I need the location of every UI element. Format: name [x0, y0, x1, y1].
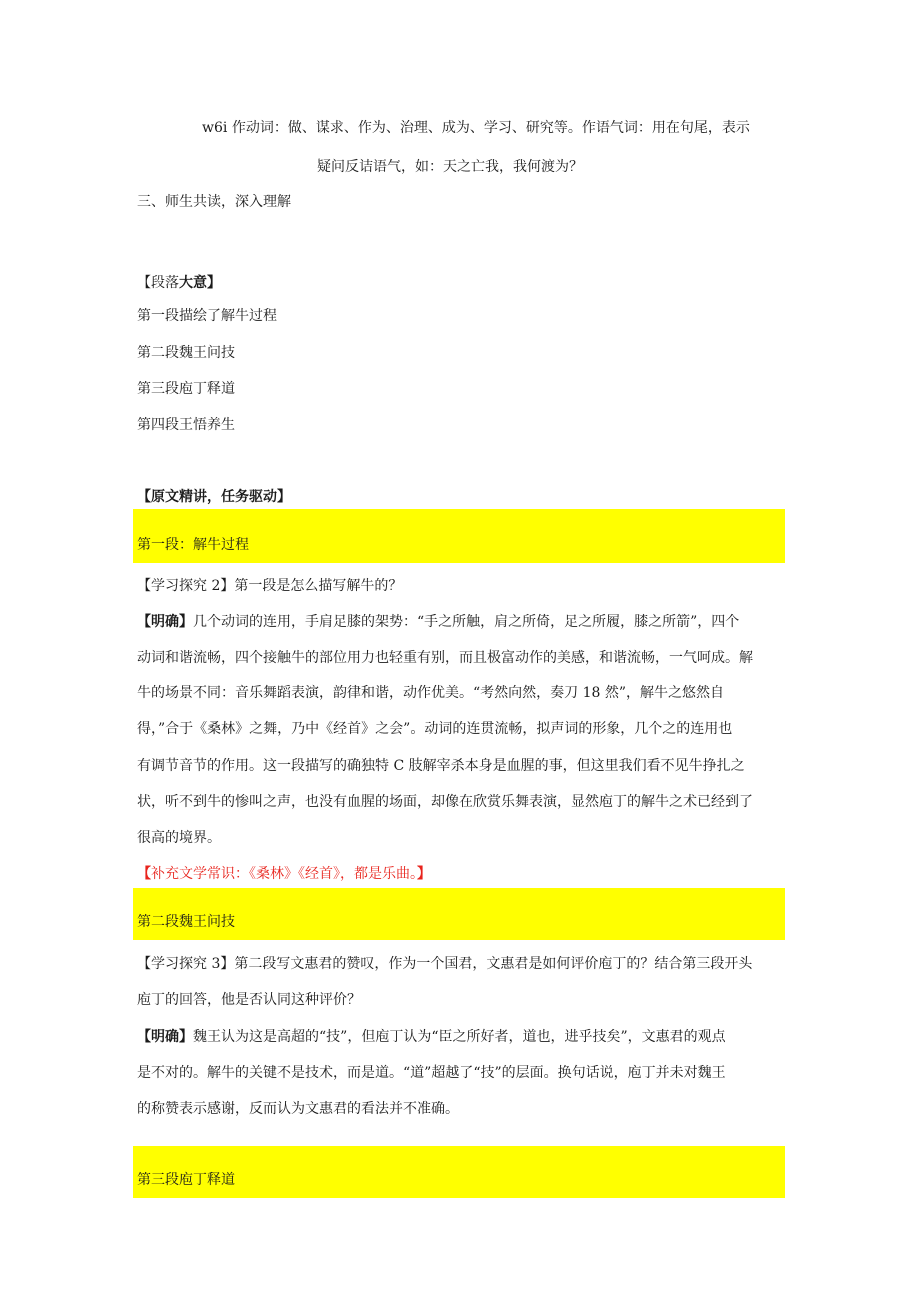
para3-banner-text: 第三段庖丁释道 — [137, 1172, 235, 1188]
para1-answer-line-2: 动词和谐流畅，四个接触牛的部位用力也轻重有别，而且极富动作的美感，和谐流畅，一气呵成。解 — [137, 650, 753, 666]
para2-banner-text: 第二段魏王问技 — [137, 914, 235, 930]
para2-banner — [133, 888, 785, 940]
heading-part-b: 大意】 — [179, 275, 221, 291]
para2-question-label: 【学习探究 3】 — [137, 956, 235, 972]
close-reading-heading: 【原文精讲，任务驱动】 — [137, 489, 291, 505]
para3-banner — [133, 1146, 785, 1198]
intro-line-1: w6i 作动词：做、谋求、作为、治理、成为、学习、研究等。作语气词：用在句尾，表示 — [202, 120, 750, 136]
intro-line-2: 疑问反诘语气，如：天之亡我，我何渡为？ — [317, 159, 583, 175]
heading-part-a: 【段落 — [137, 275, 179, 291]
para1-answer-line-3: 牛的场景不同：音乐舞蹈表演，韵律和谐，动作优美。“考然向然，奏刀 18 然”，解牛之悠然自 — [137, 685, 725, 701]
para2-answer-label: 【明确】 — [137, 1029, 193, 1045]
note-bracket-open: 【 — [137, 866, 151, 882]
section-3-title: 三、师生共读，深入理解 — [137, 194, 291, 210]
para1-banner-text: 第一段：解牛过程 — [137, 537, 249, 553]
para1-answer-line-6: 状，听不到牛的惨叫之声，也没有血腥的场面，却像在欣赏乐舞表演，显然庖丁的解牛之术已经到了 — [137, 794, 753, 810]
para1-banner — [133, 509, 785, 563]
note-text: 补充文学常识：《桑林》《经首》，都是乐曲。 — [151, 866, 417, 882]
para2-question-line-2: 庖丁的回答，他是否认同这种评价？ — [137, 992, 361, 1008]
summary-item-2: 第二段魏王问技 — [137, 345, 235, 361]
para1-question-label: 【学习探究 2】 — [137, 578, 235, 594]
para2-question-line-1 — [137, 954, 752, 974]
para1-answer-text-1: 几个动词的连用，手肩足膝的架势：“手之所触，肩之所倚，足之所履，膝之所箭”，四个 — [193, 614, 740, 630]
para2-answer-line-2: 是不对的。解牛的关键不是技术，而是道。“道”超越了“技”的层面。换句话说，庖丁并未对魏王 — [137, 1065, 726, 1081]
summary-item-4: 第四段王悟养生 — [137, 417, 235, 433]
summary-item-1: 第一段描绘了解牛过程 — [137, 308, 277, 324]
para2-question-text-1: 第二段写文惠君的赞叹，作为一个国君，文惠君是如何评价庖丁的？结合第三段开头 — [234, 956, 753, 972]
para2-answer-line-1 — [137, 1027, 726, 1047]
para1-literary-note — [137, 864, 431, 884]
summary-item-3: 第三段庖丁释道 — [137, 381, 235, 397]
para1-answer-label: 【明确】 — [137, 614, 193, 630]
para1-question — [137, 576, 402, 596]
para1-answer-line-4: 得，”合于《桑林》之舞，乃中《经首》之会”。动词的连贯流畅，拟声词的形象，几个之的连用也 — [137, 721, 733, 737]
para1-question-text: 第一段是怎么描写解牛的？ — [234, 578, 403, 594]
note-bracket-close: 】 — [417, 866, 431, 882]
paragraph-summary-heading — [137, 273, 221, 293]
para2-answer-line-3: 的称赞表示感谢，反而认为文惠君的看法并不准确。 — [137, 1101, 459, 1117]
para1-answer-line-7: 很高的境界。 — [137, 830, 221, 846]
para1-answer-line-5: 有调节音节的作用。这一段描写的确独特 C 肢解宰杀本身是血腥的事，但这里我们看不见牛挣扎之 — [137, 758, 745, 774]
para2-answer-text-1: 魏王认为这是高超的“技”，但庖丁认为“臣之所好者，道也，进乎技矣”，文惠君的观点 — [193, 1029, 726, 1045]
para1-answer-line-1 — [137, 612, 739, 632]
